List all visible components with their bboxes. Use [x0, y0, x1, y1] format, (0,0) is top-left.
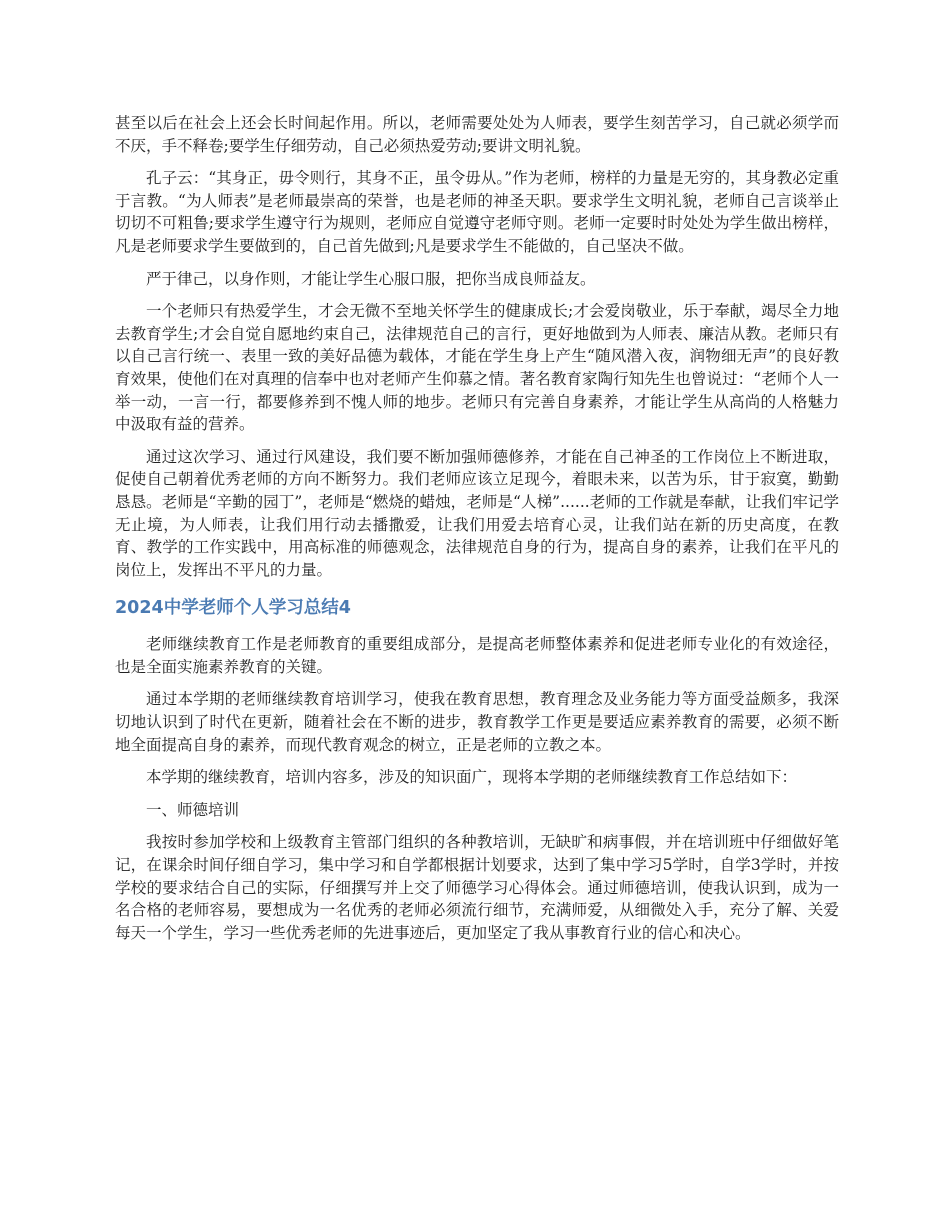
paragraph-5: 通过这次学习、通过行风建设，我们要不断加强师德修养，才能在自己神圣的工作岗位上不断进取，促使自己朝着优秀老师的方向不断努力。我们老师应该立足现今，着眼未来，以苦为乐，甘于寂寞，勤勤恳恳。老师是“辛勤的园丁”，老师是“燃烧的蜡烛，老师是“人梯”......老师的工作就是奉献，让我们牢记学无止境，为人师表，让我们用行动去播撒爱，让我们用爱去培育心灵，让我们站在新的历史高度，在教育、教学的工作实践中，用高标准的师德观念，法律规范自身的行为，提高自身的素养，让我们在平凡的岗位上，发挥出不平凡的力量。 [115, 447, 839, 579]
document-page [115, 112, 839, 954]
section-heading: 2024中学老师个人学习总结4 [115, 598, 351, 619]
paragraph-9: 我按时参加学校和上级教育主管部门组织的各种教培训，无缺旷和病事假，并在培训班中仔细做好笔记，在课余时间仔细自学习，集中学习和自学都根据计划要求，达到了集中学习5学时，自学3学时，并按学校的要求结合自己的实际，仔细撰写并上交了师德学习心得体会。通过师德培训，使我认识到，成为一名合格的老师容易，要想成为一名优秀的老师必须流行细节，充满师爱，从细微处入手，充分了解、关爱每天一个学生，学习一些优秀老师的先进事迹后，更加坚定了我从事教育行业的信心和决心。 [115, 833, 839, 942]
paragraph-8: 本学期的继续教育，培训内容多，涉及的知识面广，现将本学期的老师继续教育工作总结如下： [146, 768, 798, 787]
paragraph-6: 老师继续教育工作是老师教育的重要组成部分，是提高老师整体素养和促进老师专业化的有效途径，也是全面实施素养教育的关键。 [115, 635, 839, 676]
paragraph-7: 通过本学期的老师继续教育培训学习，使我在教育思想，教育理念及业务能力等方面受益颇多，我深切地认识到了时代在更新，随着社会在不断的进步，教育教学工作更是要适应素养教育的需要，必须不断地全面提高自身的素养，而现代教育观念的树立，正是老师的立教之本。 [115, 690, 839, 754]
paragraph-1: 甚至以后在社会上还会长时间起作用。所以，老师需要处处为人师表，要学生刻苦学习，自己就必须学而不厌，手不释卷;要学生仔细劳动，自己必须热爱劳动;要讲文明礼貌。 [115, 114, 839, 155]
paragraph-2: 孔子云：“其身正，毋令则行，其身不正，虽令毋从。”作为老师，榜样的力量是无穷的，其身教必定重于言教。“为人师表”是老师最崇高的荣誉，也是老师的神圣天职。要求学生文明礼貌，老师自己言谈举止切切不可粗鲁;要求学生遵守行为规则，老师应自觉遵守老师守则。老师一定要时时处处为学生做出榜样，凡是老师要求学生要做到的，自己首先做到;凡是要求学生不能做的，自己坚决不做。 [115, 169, 839, 255]
subheading-teacher-ethics: 一、师德培训 [146, 800, 240, 819]
paragraph-4: 一个老师只有热爱学生，才会无微不至地关怀学生的健康成长;才会爱岗敬业，乐于奉献，竭尽全力地去教育学生;才会自觉自愿地约束自己，法律规范自己的言行，更好地做到为人师表、廉洁从教。老师只有以自己言行统一、表里一致的美好品德为载体，才能在学生身上产生“随风潜入夜，润物细无声”的良好教育效果，使他们在对真理的信奉中也对老师产生仰慕之情。著名教育家陶行知先生也曾说过：“老师个人一举一动，一言一行，都要修养到不愧人师的地步。老师只有完善自身素养，才能让学生从高尚的人格魅力中汲取有益的营养。 [115, 302, 839, 434]
paragraph-3: 严于律己，以身作则，才能让学生心服口服，把你当成良师益友。 [146, 269, 596, 288]
